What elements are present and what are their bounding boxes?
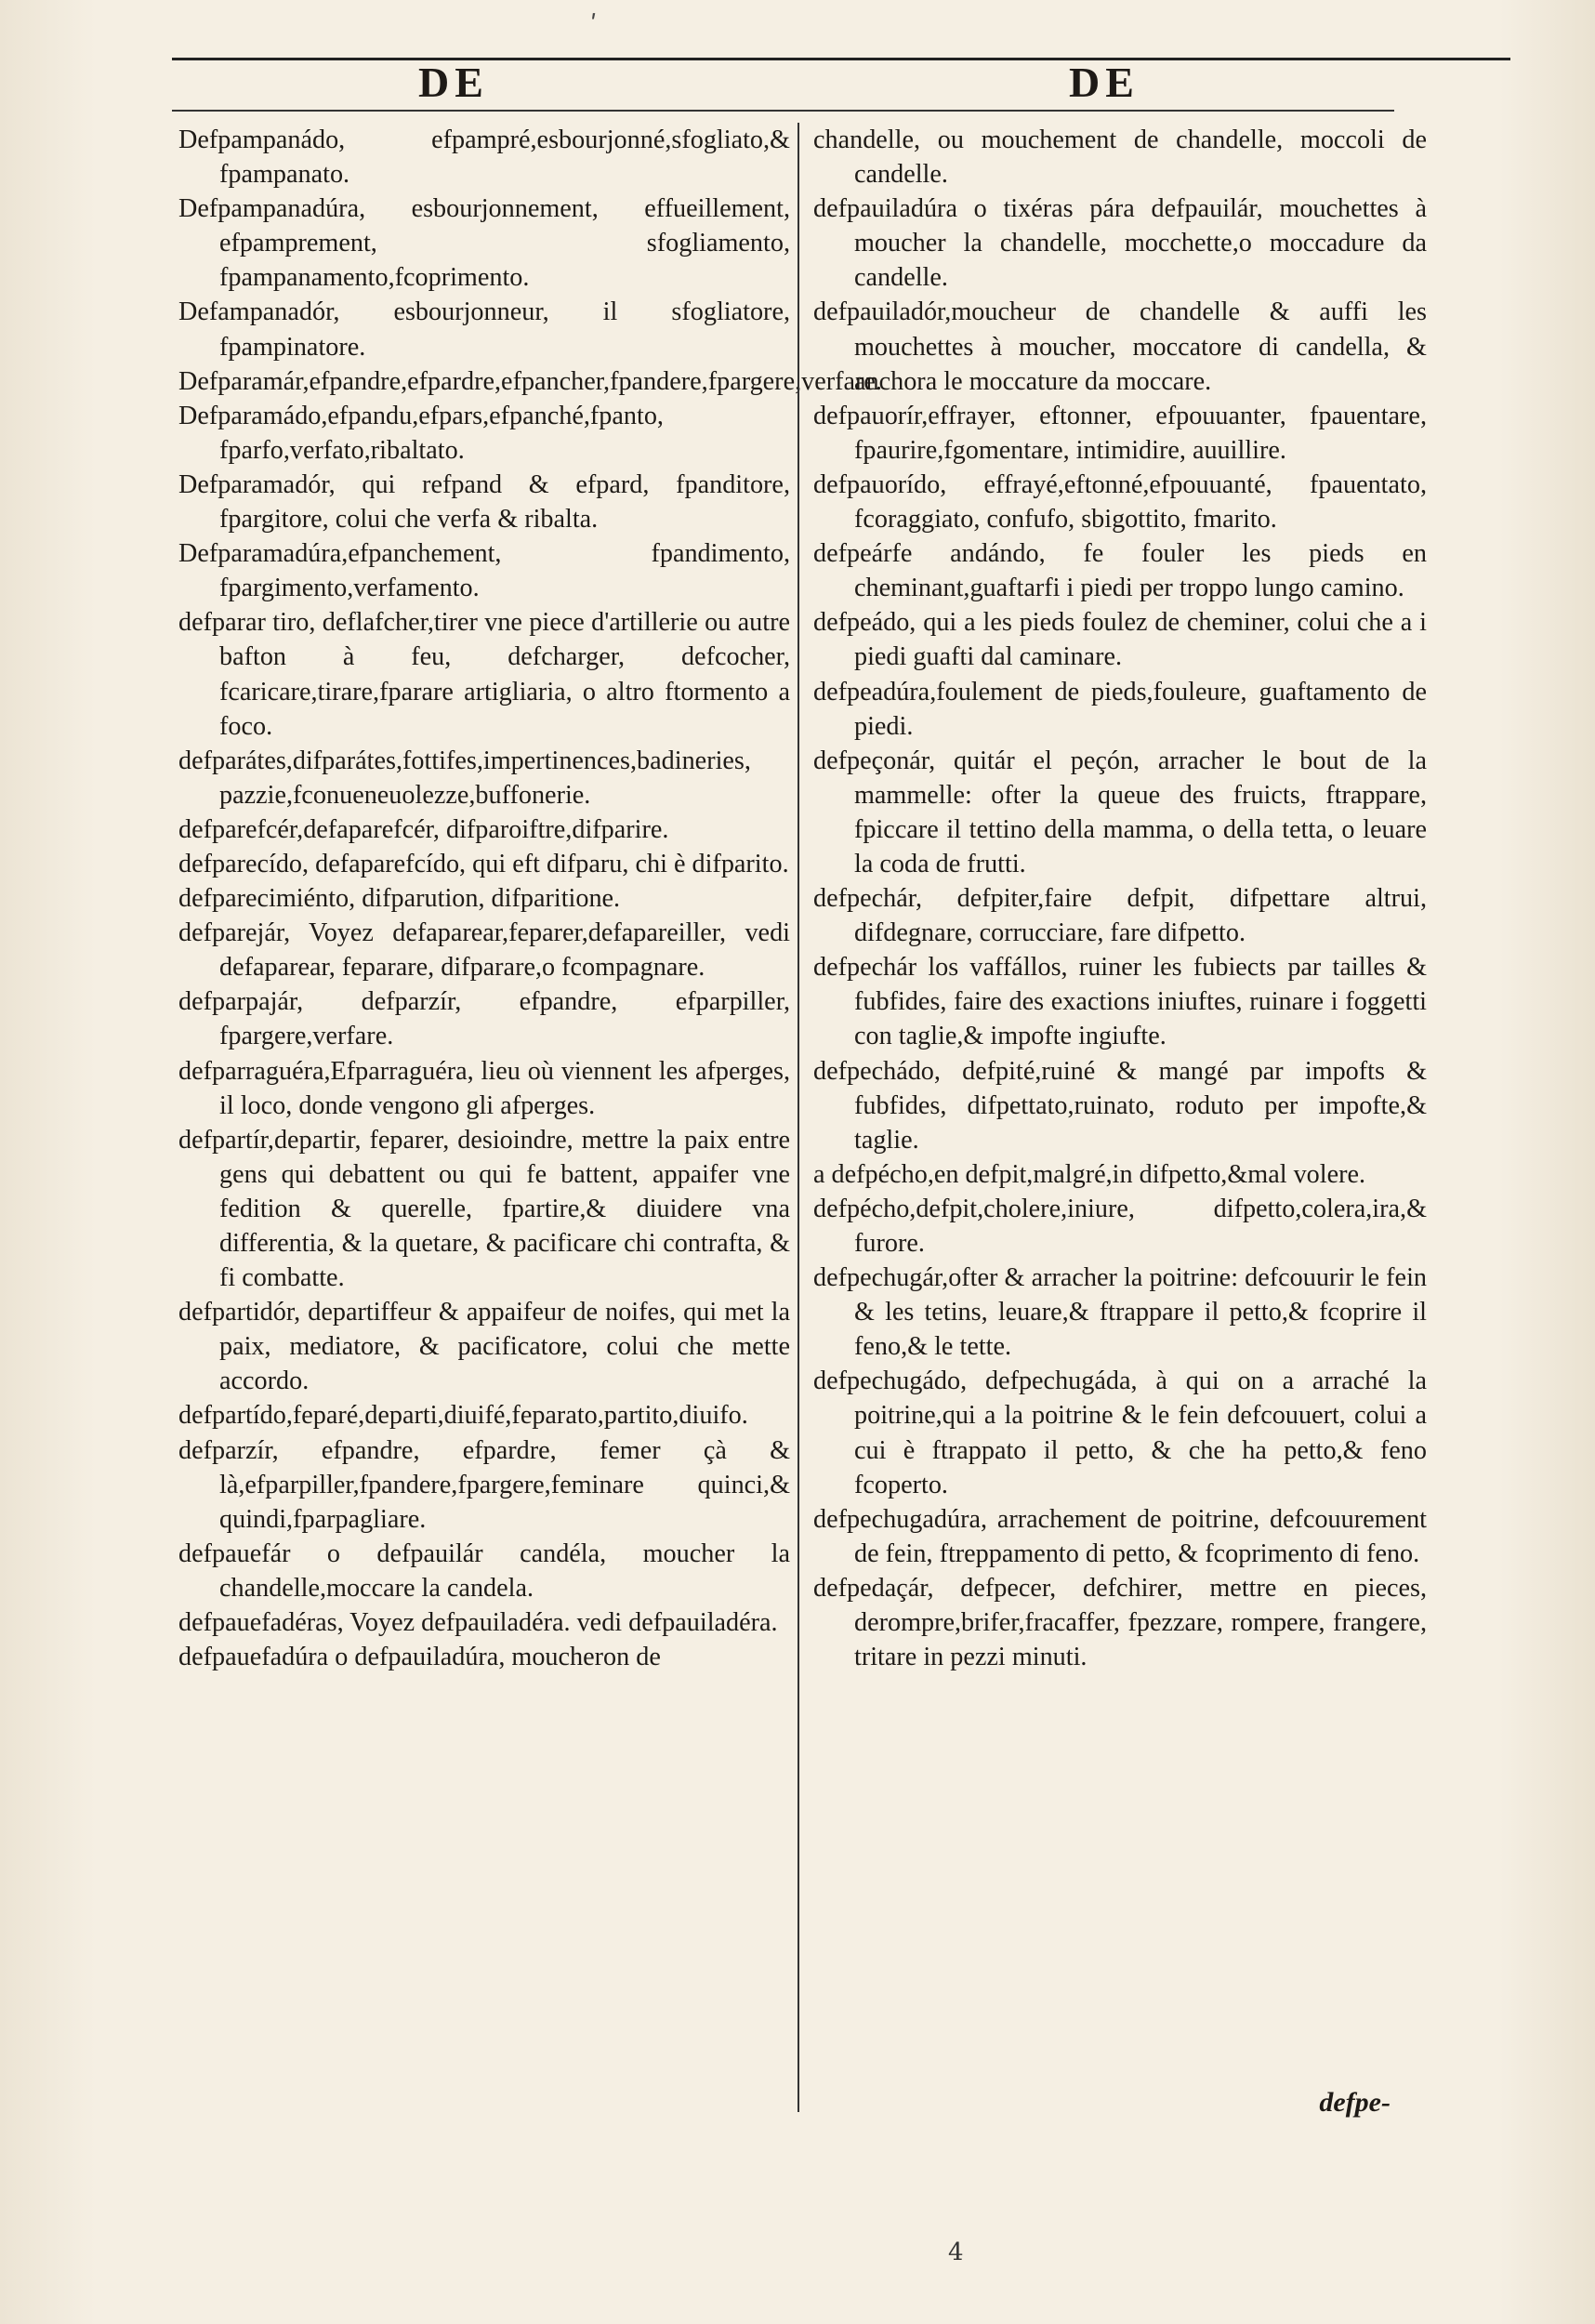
dictionary-entry: defparpajár, defparzír, efpandre, efparpiller, fpargere,verfare. bbox=[178, 987, 790, 1051]
dictionary-entry: defparzír, efpandre, efpardre, femer çà & là,efparpiller,fpandere,fpargere,feminare quinci,& quindi,fparpagliare. bbox=[178, 1435, 790, 1534]
dictionary-entry: defparejár, Voyez defaparear,feparer,defapareiller, vedi defaparear, feparare, difparare,o fcompagnare. bbox=[178, 918, 790, 983]
dictionary-entry: defpauorír,effrayer, eftonner, efpouuanter, fpauentare, fpaurire,fgomentare, intimidire, auuillire. bbox=[813, 401, 1427, 465]
header-rule-lower bbox=[172, 110, 1394, 112]
dictionary-entry: defpauiladór,moucheur de chandelle & auffi les mouchettes à moucher, moccatore di candella, & anchora le moccature da moccare. bbox=[813, 297, 1427, 396]
dictionary-entry: defpauefadéras, Voyez defpauiladéra. vedi defpauiladéra. bbox=[178, 1608, 778, 1638]
dictionary-entry: defpauiladúra o tixéras pára defpauilár, mouchettes à moucher la chandelle, mocchette,o moccadure da candelle. bbox=[813, 194, 1427, 293]
dictionary-entry: defpechádo, defpité,ruiné & mangé par impofts & fubfides, difpettato,ruinato, roduto per impofte,& taglie. bbox=[813, 1056, 1427, 1155]
dictionary-entry: Defpampanádo, efpampré,esbourjonné,sfogliato,& fpampanato. bbox=[178, 125, 790, 190]
dictionary-entry: defpartidór, departiffeur & appaifeur de noifes, qui met la paix, mediatore, & pacificatore, colui che mette accordo. bbox=[178, 1298, 790, 1396]
running-head-left: DE bbox=[418, 59, 489, 106]
dictionary-entry: defpauefadúra o defpauiladúra, moucheron de bbox=[178, 1643, 661, 1672]
dictionary-entry: defpechár, defpiter,faire defpit, difpettare altrui, difdegnare, corrucciare, fare difpetto. bbox=[813, 884, 1427, 948]
dictionary-entry: defparecimiénto, difparution, difparitione. bbox=[178, 884, 621, 914]
dictionary-entry: defpartír,departir, feparer, desioindre, mettre la paix entre gens qui debattent ou qui fe battent, appaifer vne fedition & querelle, fpartire,& diuidere vna differentia, & la quetare, & pacificare chi contrafta, & fi combatte. bbox=[178, 1125, 790, 1293]
column-divider bbox=[798, 123, 799, 2112]
dictionary-entry: Defparamádo,efpandu,efpars,efpanché,fpanto, fparfo,verfato,ribaltato. bbox=[178, 401, 664, 465]
running-head-right: DE bbox=[1069, 59, 1140, 106]
dictionary-entry: defparraguéra,Efparraguéra, lieu où viennent les afperges, il loco, donde vengono gli afperges. bbox=[178, 1056, 790, 1120]
dictionary-entry: a defpécho,en defpit,malgré,in difpetto,&mal volere. bbox=[813, 1159, 1366, 1189]
signature-mark: 4 bbox=[948, 2238, 964, 2266]
dictionary-entry: defpechugár,ofter & arracher la poitrine: defcouurir le fein & les tetins, leuare,& ftrappare il petto,& fcoprire il feno,& le tette. bbox=[813, 1263, 1427, 1362]
dictionary-entry: defpauefár o defpauilár candéla, moucher la chandelle,moccare la candela. bbox=[178, 1538, 790, 1603]
right-column bbox=[813, 123, 1427, 1674]
dictionary-entry: defparecído, defaparefcído, qui eft difparu, chi è difparito. bbox=[178, 849, 789, 878]
dictionary-entry: defpechugadúra, arrachement de poitrine, defcouurement de fein, ftreppamento di petto, & fcoprimento di feno. bbox=[813, 1504, 1427, 1568]
dictionary-entry: defpeárfe andándo, fe fouler les pieds en cheminant,guaftarfi i piedi per troppo lungo camino. bbox=[813, 539, 1427, 603]
dictionary-entry: defpechugádo, defpechugáda, à qui on a arraché la poitrine,qui a la poitrine & le fein defcouuert, colui a cui è ftrappato il petto, & che ha petto,& feno fcoperto. bbox=[813, 1367, 1427, 1499]
dictionary-entry: defpartído,feparé,departi,diuifé,feparato,partito,diuifo. bbox=[178, 1401, 748, 1431]
dictionary-entry: defparar tiro, deflafcher,tirer vne piece d'artillerie ou autre bafton à feu, defcharger, defcocher, fcaricare,tirare,fparare artigliaria, o altro ftormento a foco. bbox=[178, 608, 790, 741]
dictionary-entry: chandelle, ou mouchement de chandelle, moccoli de candelle. bbox=[813, 125, 1427, 190]
dictionary-entry: defparátes,difparátes,fottifes,impertinences,badineries, pazzie,fconueneuolezze,buffonerie. bbox=[178, 746, 751, 810]
dictionary-entry: defpeadúra,foulement de pieds,fouleure, guaftamento de piedi. bbox=[813, 677, 1427, 741]
dictionary-entry: defpechár los vaffállos, ruiner les fubiects par tailles & fubfides, faire des exactions iniuftes, ruinare i foggetti con taglie,& impofte ingiufte. bbox=[813, 953, 1427, 1051]
header-rule bbox=[172, 58, 1510, 60]
ink-speck: ʹ bbox=[590, 11, 598, 39]
dictionary-entry: defpauorído, effrayé,eftonné,efpouuanté, fpauentato, fcoraggiato, confufo, sbigottito, fmarito. bbox=[813, 469, 1427, 535]
dictionary-entry: defpedaçár, defpecer, defchirer, mettre en pieces, derompre,brifer,fracaffer, fpezzare, rompere, frangere, tritare in pezzi minuti. bbox=[813, 1573, 1427, 1672]
dictionary-entry: defpeádo, qui a les pieds foulez de cheminer, colui che a i piedi guafti dal caminare. bbox=[813, 608, 1427, 672]
dictionary-entry: Defparamár,efpandre,efpardre,efpancher,fpandere,fpargere,verfare. bbox=[178, 366, 882, 396]
dictionary-entry: defparefcér,defaparefcér, difparoiftre,difparire. bbox=[178, 814, 669, 844]
dictionary-entry: Defparamadór, qui refpand & efpard, fpanditore, fpargitore, colui che verfa & ribalta. bbox=[178, 469, 790, 535]
dictionary-entry: Defpampanadúra, esbourjonnement, effueillement, efpamprement, sfogliamento, fpampanamento,fcoprimento. bbox=[178, 194, 790, 293]
dictionary-entry: defpécho,defpit,cholere,iniure, difpetto,colera,ira,& furore. bbox=[813, 1194, 1427, 1258]
dictionary-entry: defpeçonár, quitár el peçón, arracher le bout de la mammelle: ofter la queue des fruicts, ftrappare, fpiccare il tettino della mamma, o della tetta, o leuare la coda de frutti. bbox=[813, 746, 1427, 878]
left-column bbox=[178, 123, 882, 1674]
dictionary-entry: Defampanadór, esbourjonneur, il sfogliatore, fpampinatore. bbox=[178, 297, 790, 362]
catchword: defpe- bbox=[1319, 2087, 1391, 2118]
dictionary-entry: Defparamadúra,efpanchement, fpandimento, fpargimento,verfamento. bbox=[178, 539, 790, 603]
